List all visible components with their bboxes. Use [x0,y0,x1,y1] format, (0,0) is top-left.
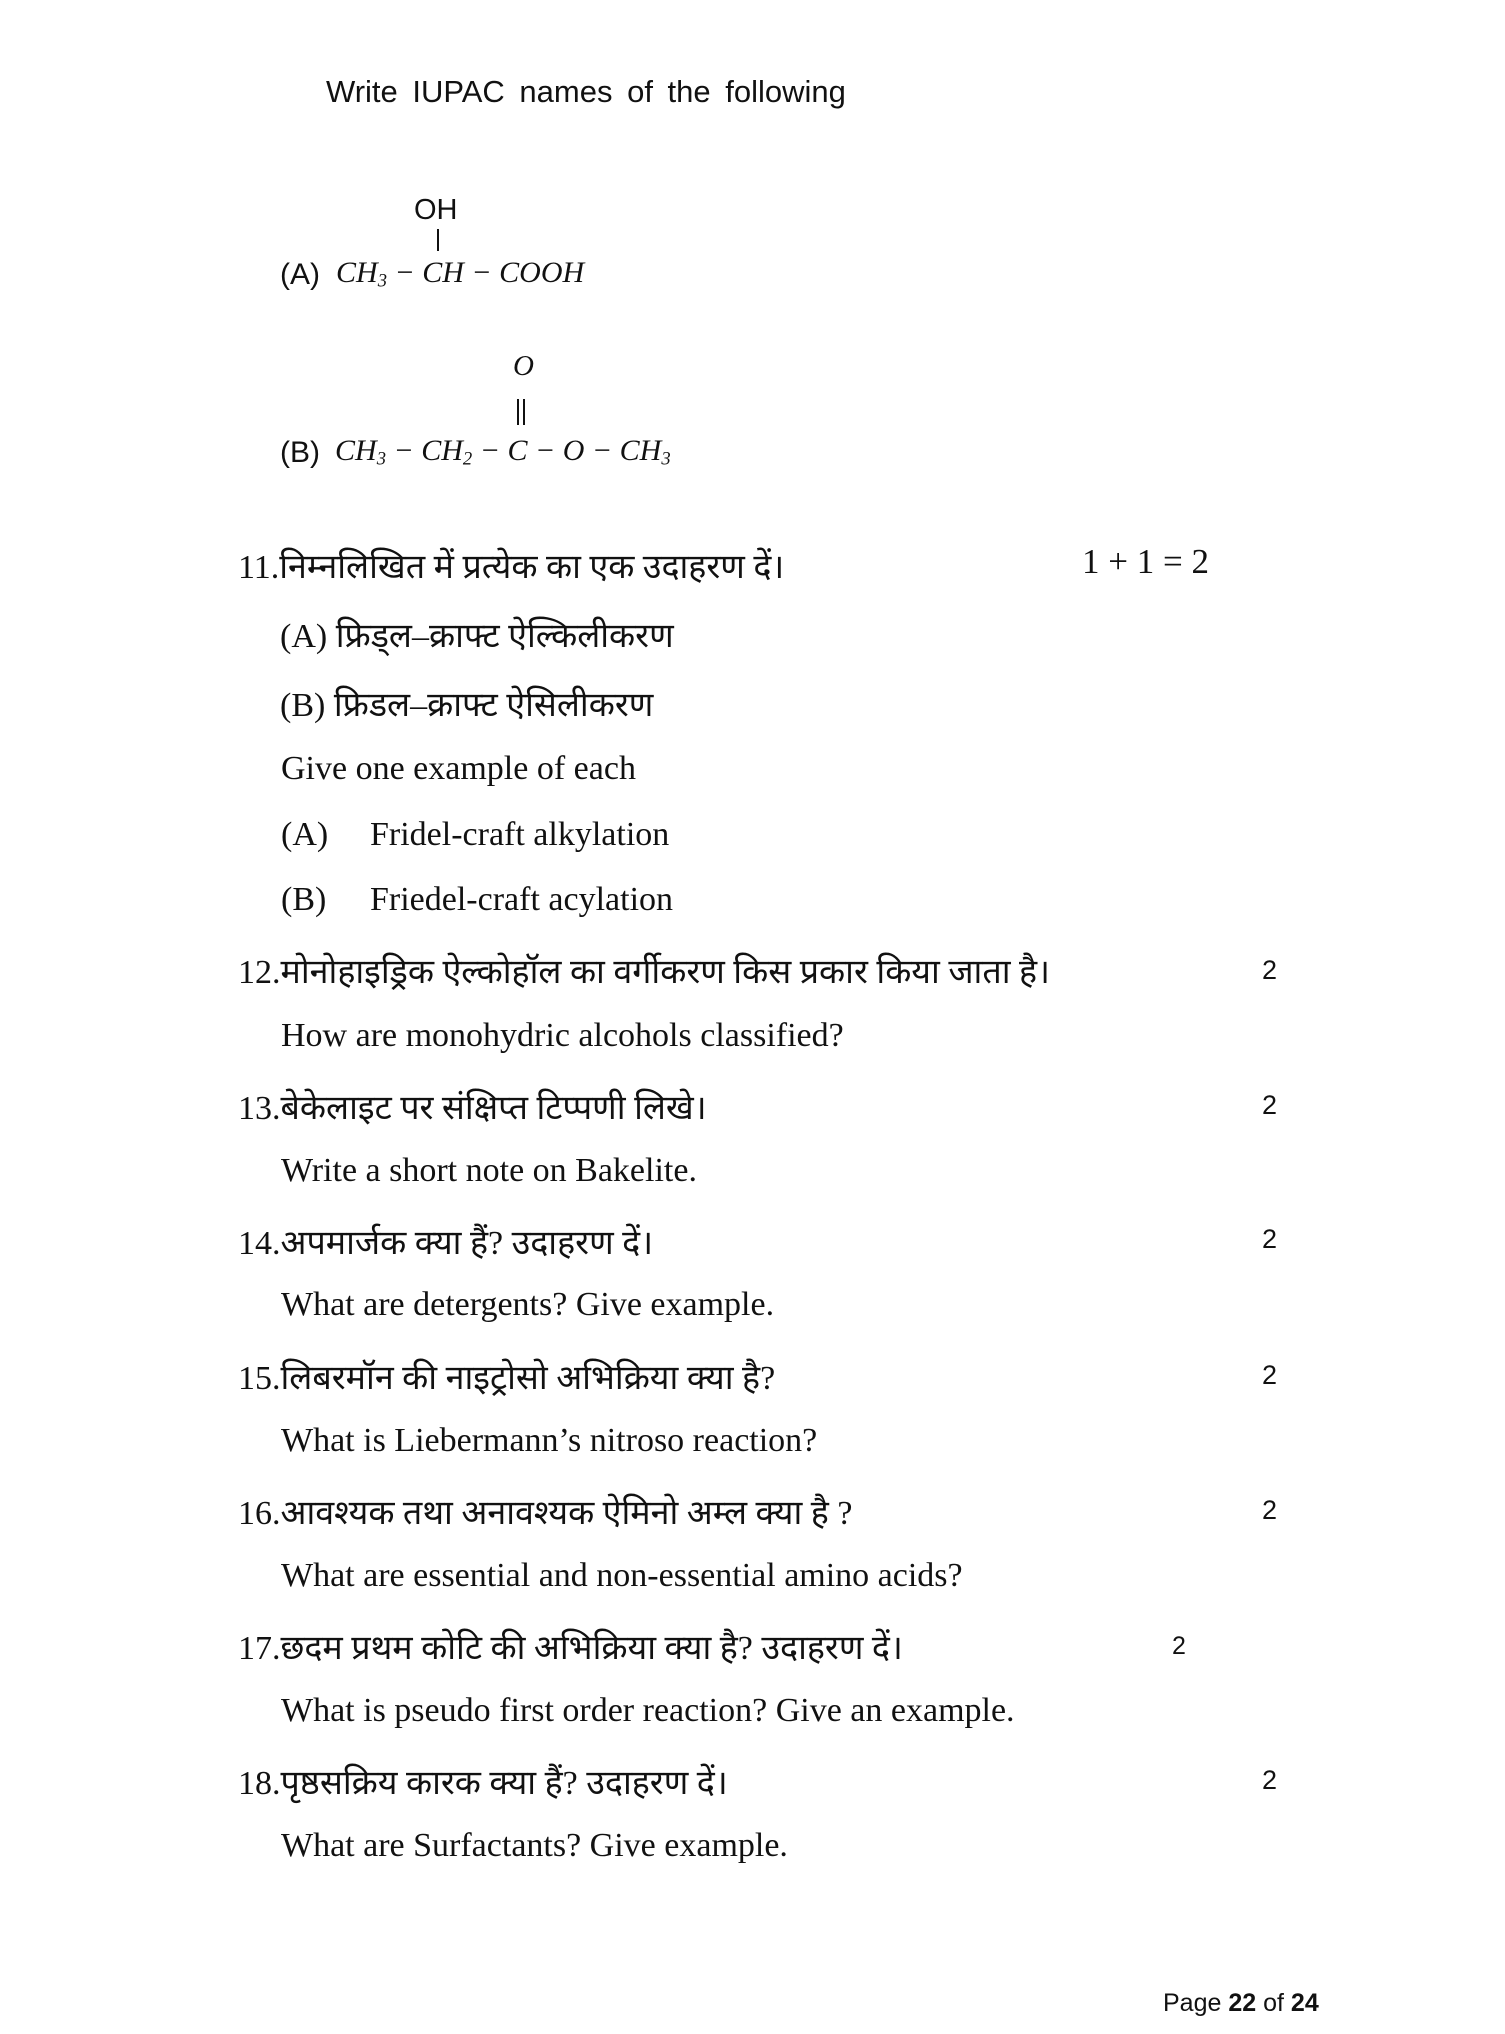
question-16-hindi [238,1488,852,1534]
formula-a-label: (A) [280,258,320,291]
question-11-english-option-b-text: Friedel-craft acylation [370,881,674,918]
formula-b-label: (B) [280,436,320,469]
question-11-hindi [238,542,784,588]
question-text-hindi: पृष्ठसक्रिय कारक क्या हैं? उदाहरण दें। [280,1765,728,1802]
question-12-english: How are monohydric alcohols classified? [281,1017,844,1054]
page-number: Page 22 of 24 [1163,1989,1319,2017]
formula-a-single-bond [437,229,439,251]
question-text-hindi: मोनोहाइड्रिक ऐल्कोहॉल का वर्गीकरण किस प्रकार किया जाता है। [280,954,1050,991]
question-text-hindi: लिबरमॉन की नाइट्रोसो अभिक्रिया क्या है? [280,1360,776,1397]
question-18-hindi [238,1758,728,1804]
question-11-english-option-b-label: (B) [281,881,327,918]
question-number: 17. [238,1630,281,1667]
question-text-hindi: बेकेलाइट पर संक्षिप्त टिप्पणी लिखे। [280,1090,707,1127]
question-17-marks: 2 [1172,1632,1186,1660]
question-number: 11. [238,549,280,586]
formula-b-double-bond-left [517,399,519,425]
question-15-marks: 2 [1262,1360,1278,1390]
question-number: 14. [238,1225,281,1262]
question-number: 18. [238,1765,281,1802]
formula-a-expression: $CH_3$ − CH − COOH [336,256,585,292]
question-15-hindi [238,1353,775,1399]
question-18-marks: 2 [1262,1765,1278,1795]
question-16-marks: 2 [1262,1495,1278,1525]
question-11-english: Give one example of each [281,750,636,787]
question-12-marks: 2 [1262,955,1278,985]
question-15-english: What is Liebermann’s nitroso reaction? [281,1422,818,1459]
question-number: 15. [238,1360,281,1397]
question-16-english: What are essential and non-essential amino acids? [281,1557,963,1594]
question-18-english: What are Surfactants? Give example. [281,1827,788,1864]
question-text-hindi: निम्नलिखित में प्रत्येक का एक उदाहरण दें। [279,549,785,586]
formula-b-double-bond-right [523,399,525,425]
instruction-text: Write IUPAC names of the following [326,74,846,109]
question-number: 12. [238,954,281,991]
question-11-english-option-a-label: (A) [281,816,329,853]
question-14-english: What are detergents? Give example. [281,1286,775,1323]
question-text-hindi: आवश्यक तथा अनावश्यक ऐमिनो अम्ल क्या है ? [280,1495,853,1532]
question-12-hindi [238,947,1050,993]
question-13-english: Write a short note on Bakelite. [281,1152,697,1189]
question-text-hindi: छदम प्रथम कोटि की अभिक्रिया क्या है? उदाहरण दें। [280,1630,903,1667]
question-number: 13. [238,1090,281,1127]
formula-a-substituent: OH [414,194,458,226]
question-14-marks: 2 [1262,1224,1278,1254]
question-text-hindi: अपमार्जक क्या हैं? उदाहरण दें। [280,1225,654,1262]
question-14-hindi [238,1218,653,1264]
question-11-english-option-a-text: Fridel-craft alkylation [370,816,670,853]
question-11-hindi-option-b: (B) फ्रिडल–क्राफ्ट ऐसिलीकरण [280,687,654,724]
question-number: 16. [238,1495,281,1532]
question-13-hindi [238,1083,707,1129]
question-11-hindi-option-a: (A) फ्रिड्ल–क्राफ्ट ऐल्किलीकरण [280,618,674,655]
question-17-hindi [238,1623,903,1669]
question-11-marks: 1 + 1 = 2 [1082,542,1209,581]
formula-b-expression: $CH_3 - CH_2 - C - O - CH_3$ [335,434,671,470]
formula-b-substituent: O [513,350,534,382]
question-17-english: What is pseudo first order reaction? Give an example. [281,1692,1015,1729]
question-13-marks: 2 [1262,1090,1278,1120]
